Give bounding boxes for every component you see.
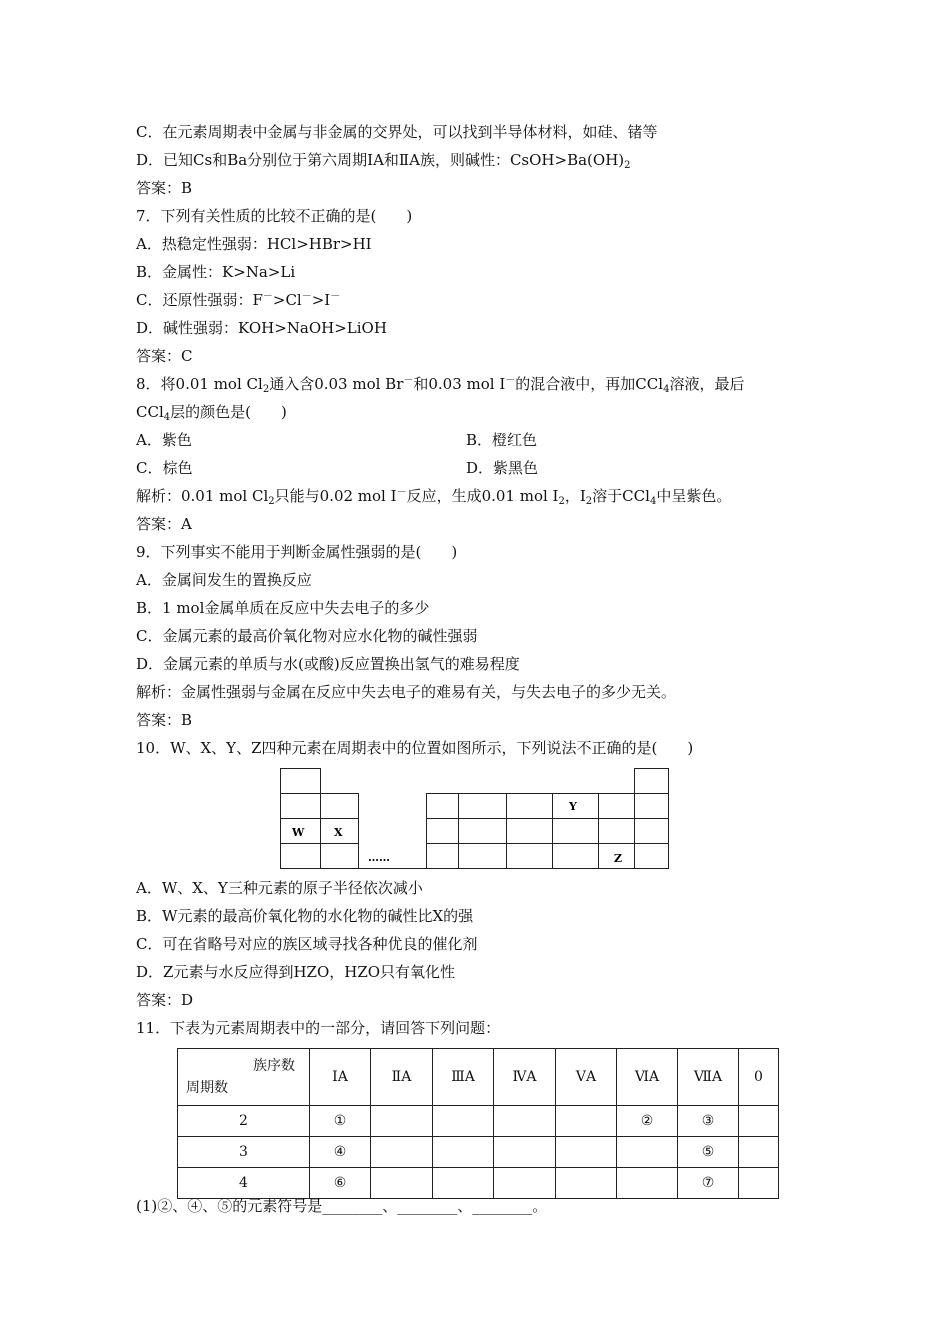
q8-option-d: D．紫黑色	[466, 459, 539, 477]
subscript: 4	[163, 412, 171, 423]
grid-cell	[635, 794, 669, 819]
superscript: －	[301, 291, 312, 302]
table-cell: ④	[310, 1137, 371, 1168]
superscript: －	[403, 375, 414, 386]
table-cell	[739, 1137, 779, 1168]
q8-option-a: A．紫色	[136, 431, 192, 449]
table-cell	[494, 1168, 556, 1199]
table-cell	[617, 1168, 678, 1199]
answer-line: 答案：B	[136, 179, 193, 197]
subscript: 2	[558, 496, 565, 507]
q11-part-1: (1)②、④、⑤的元素符号是________、________、________。	[136, 1197, 548, 1215]
subscript: 2	[262, 384, 270, 395]
text-segment: >I	[311, 291, 331, 309]
table-cell	[494, 1106, 556, 1137]
table-cell	[433, 1106, 494, 1137]
text-segment: 通入含0.03 mol Br	[269, 375, 404, 393]
q10-option-d: D．Z元素与水反应得到HZO，HZO只有氧化性	[136, 963, 456, 981]
table-cell	[433, 1168, 494, 1199]
table-cell	[556, 1168, 617, 1199]
text-segment: 溶液，最后	[669, 375, 745, 393]
superscript: －	[262, 291, 273, 302]
question-10: 10．W、X、Y、Z四种元素在周期表中的位置如图所示，下列说法不正确的是( )	[136, 739, 694, 757]
q8-explanation	[136, 486, 731, 506]
table-cell: ⑤	[678, 1137, 739, 1168]
table-cell: ⑥	[310, 1168, 371, 1199]
subscript: 4	[663, 384, 670, 395]
grid-cell	[281, 794, 321, 819]
text-segment: 和0.03 mol I	[413, 375, 506, 393]
question-9: 9．下列事实不能用于判断金属性强弱的是( )	[136, 543, 458, 561]
grid-cell	[427, 794, 459, 819]
option-d-text	[136, 150, 631, 170]
group-header: ⅤA	[556, 1049, 617, 1106]
group-header: ⅢA	[433, 1049, 494, 1106]
text-segment: D．已知Cs和Ba分别位于第六周期ⅠA和ⅡA族，则碱性：CsOH>Ba(OH)	[136, 151, 625, 169]
q7-option-d: D．碱性强弱：KOH>NaOH>LiOH	[136, 319, 387, 337]
superscript: －	[396, 487, 407, 498]
q9-option-c: C．金属元素的最高价氧化物对应水化物的碱性强弱	[136, 627, 478, 645]
question-11: 11．下表为元素周期表中的一部分，请回答下列问题：	[136, 1019, 501, 1037]
question-8	[136, 374, 744, 394]
table-cell	[371, 1137, 433, 1168]
group-header: ⅥA	[617, 1049, 678, 1106]
q9-explanation: 解析：金属性强弱与金属在反应中失去电子的难易有关，与失去电子的多少无关。	[136, 683, 677, 701]
q7-option-a: A．热稳定性强弱：HCl>HBr>HI	[136, 235, 372, 253]
q9-option-b: B．1 mol金属单质在反应中失去电子的多少	[136, 599, 430, 617]
grid-cell	[427, 819, 459, 844]
table-cell: ③	[678, 1106, 739, 1137]
q10-option-c: C．可在省略号对应的族区域寻找各种优良的催化剂	[136, 935, 478, 953]
grid-cell	[321, 844, 359, 869]
grid-cell	[507, 794, 553, 819]
q7-answer: 答案：C	[136, 347, 193, 365]
periodic-table-figure	[280, 768, 670, 870]
table-header-row	[178, 1049, 779, 1106]
question-7: 7．下列有关性质的比较不正确的是( )	[136, 207, 413, 225]
subscript: 4	[649, 496, 657, 507]
grid-cell	[321, 794, 359, 819]
grid-cell	[281, 769, 321, 794]
group-header: ⅠA	[310, 1049, 371, 1106]
label-w: W	[292, 826, 305, 839]
q8-option-c: C．棕色	[136, 459, 193, 477]
grid-cell	[635, 844, 669, 869]
table-row	[178, 1168, 779, 1199]
grid-cell	[427, 844, 459, 869]
option-c-text: C．在元素周期表中金属与非金属的交界处，可以找到半导体材料，如硅、锗等	[136, 123, 658, 141]
table-cell: ②	[617, 1106, 678, 1137]
text-segment: 反应，生成0.01 mol I	[406, 487, 559, 505]
text-segment: 的混合液中，再加CCl	[515, 375, 664, 393]
grid-cell	[459, 844, 507, 869]
q10-option-b: B．W元素的最高价氧化物的水化物的碱性比X的强	[136, 907, 474, 925]
grid-cell	[459, 794, 507, 819]
table-cell	[371, 1106, 433, 1137]
superscript: －	[505, 375, 516, 386]
grid-cell	[599, 819, 635, 844]
label-z: Z	[614, 852, 623, 865]
text-segment: 溶于CCl	[592, 487, 650, 505]
corner-bottom-label: 周期数	[186, 1080, 228, 1096]
grid-cell	[507, 844, 553, 869]
table-cell	[556, 1106, 617, 1137]
periodic-grid	[280, 768, 670, 870]
periodic-table-part	[177, 1048, 779, 1199]
grid-cell	[507, 819, 553, 844]
q7-option-b: B．金属性：K>Na>Li	[136, 263, 296, 281]
q9-option-a: A．金属间发生的置换反应	[136, 571, 312, 589]
text-segment: >Cl	[272, 291, 302, 309]
group-header: ⅦA	[678, 1049, 739, 1106]
grid-cell	[281, 844, 321, 869]
table-cell: ⑦	[678, 1168, 739, 1199]
table-cell	[739, 1168, 779, 1199]
q10-option-a: A．W、X、Y三种元素的原子半径依次减小	[136, 879, 423, 897]
period-cell: 2	[178, 1106, 310, 1137]
table-cell	[371, 1168, 433, 1199]
q9-option-d: D．金属元素的单质与水(或酸)反应置换出氢气的难易程度	[136, 655, 520, 673]
grid-cell	[553, 819, 599, 844]
table-cell	[617, 1137, 678, 1168]
q10-answer: 答案：D	[136, 991, 194, 1009]
q8-answer: 答案：A	[136, 515, 192, 533]
label-y: Y	[569, 800, 577, 813]
period-cell: 4	[178, 1168, 310, 1199]
corner-top-label: 族序数	[253, 1058, 295, 1074]
group-header: 0	[739, 1049, 779, 1106]
label-x: X	[334, 826, 343, 839]
superscript: －	[330, 291, 341, 302]
text-segment: CCl	[136, 403, 164, 421]
table-cell	[433, 1137, 494, 1168]
table-row	[178, 1106, 779, 1137]
table-row	[178, 1137, 779, 1168]
ellipsis-label: ……	[368, 851, 390, 864]
q7-option-c	[136, 290, 340, 310]
grid-cell	[635, 769, 669, 794]
period-cell: 3	[178, 1137, 310, 1168]
group-header: ⅡA	[371, 1049, 433, 1106]
subscript: 2	[268, 496, 275, 507]
grid-cell	[553, 844, 599, 869]
corner-cell	[178, 1049, 310, 1106]
subscript: 2	[624, 160, 631, 171]
subscript: 2	[585, 496, 593, 507]
group-header: ⅣA	[494, 1049, 556, 1106]
text-segment: 中呈紫色。	[656, 487, 732, 505]
table-cell	[494, 1137, 556, 1168]
text-segment: 解析：0.01 mol Cl	[136, 487, 269, 505]
text-segment: C．还原性强弱：F	[136, 291, 263, 309]
q8-option-b: B．橙红色	[466, 431, 538, 449]
table-cell	[739, 1106, 779, 1137]
text-segment: 8．将0.01 mol Cl	[136, 375, 263, 393]
table-cell	[556, 1137, 617, 1168]
text-segment: 只能与0.02 mol I	[274, 487, 397, 505]
table-cell: ①	[310, 1106, 371, 1137]
grid-cell	[599, 794, 635, 819]
question-8-cont	[136, 402, 287, 422]
text-segment: ，I	[564, 487, 586, 505]
q9-answer: 答案：B	[136, 711, 193, 729]
grid-cell	[459, 819, 507, 844]
text-segment: 层的颜色是( )	[170, 403, 287, 421]
grid-cell	[635, 819, 669, 844]
